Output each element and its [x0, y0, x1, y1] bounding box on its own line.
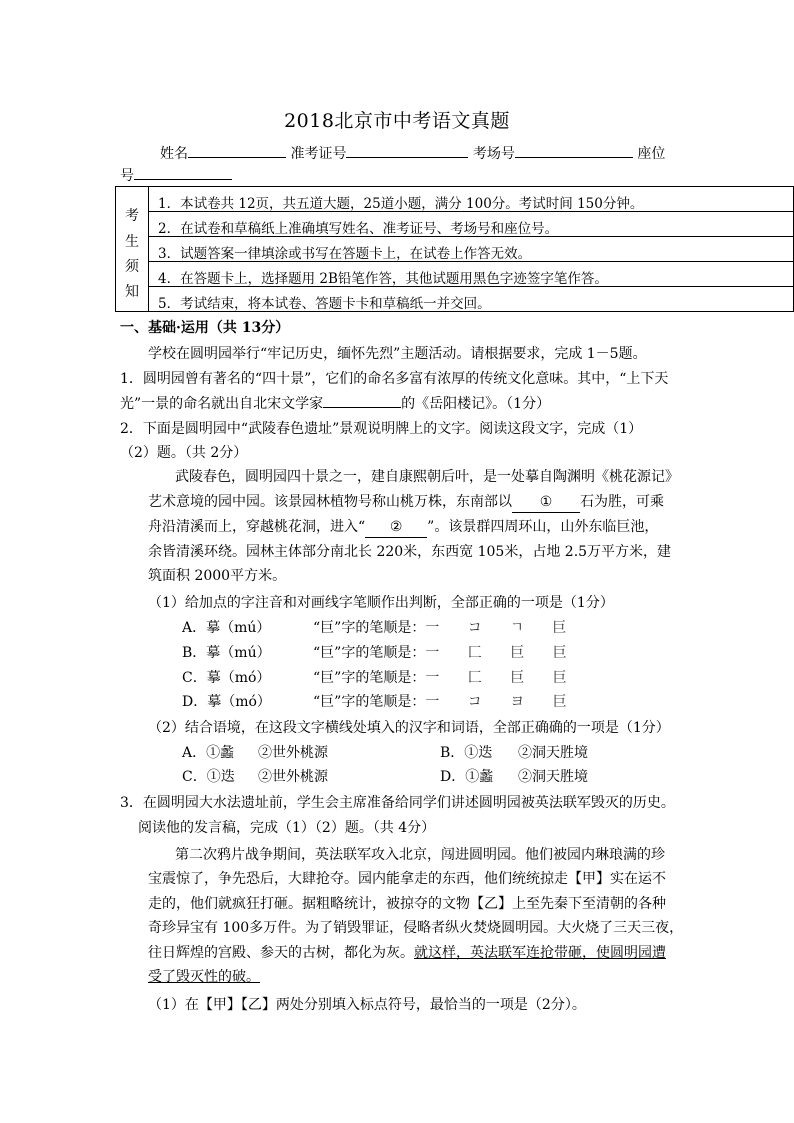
- q2-passage: 筑面积 2000平方米。: [148, 568, 287, 584]
- section-intro: 学校在圆明园举行“牢记历史，缅怀先烈”主题活动。请根据要求，完成 1－5题。: [148, 346, 647, 362]
- q2-sub2: （2）结合语境，在这段文字横线处填入的汉字和词语，全部正确确的一项是（1分）: [148, 720, 670, 736]
- q2-passage: 武陵春色，圆明园四十景之一，建自康熙朝后叶，是一处摹自陶渊明《桃花源记》: [175, 469, 679, 485]
- q3-line: 阅读他的发言稿，完成（1）（2）题。（共 4分）: [138, 820, 436, 836]
- q2-passage: [148, 492, 664, 513]
- option-stroke-text: “巨”字的笔顺是：: [313, 620, 426, 636]
- notice-item: 5．考试结束，将本试卷、答题卡卡和草稿纸一并交回。: [158, 296, 491, 312]
- notice-label-char: 生: [125, 234, 139, 250]
- q2-option-d2-word: ②洞天胜境: [518, 769, 588, 785]
- notice-item: 4．在答题卡上，选择题用 2B铅笔作答，其他试题用黑色字迹签字笔作答。: [158, 271, 608, 287]
- q2-option-c[interactable]: [182, 668, 270, 688]
- q2-option-c2-word: ②世外桃源: [258, 769, 328, 785]
- q2-passage-text: 石为胜，可乘: [580, 494, 664, 510]
- seat-line: [120, 165, 232, 186]
- q1-answer-blank[interactable]: [323, 393, 401, 408]
- q2-blank-2[interactable]: ②: [365, 517, 427, 538]
- q2-option-c-stroke: [313, 668, 579, 688]
- q3-passage: 第二次鸦片战争期间，英法联军攻入北京，闯进圆明园。他们被园内琳琅满的珍: [175, 847, 665, 863]
- q2-passage-text: 艺术意境的园中园。该景园林植物号称山桃万株，东南部以: [148, 494, 512, 510]
- notice-label-char: 须: [125, 259, 139, 275]
- q2-option-a[interactable]: [182, 618, 270, 638]
- q1-line: [120, 393, 550, 414]
- stroke-order-glyphs: 一 コ ㄱ 巨: [425, 620, 579, 636]
- q3-passage: [148, 943, 666, 963]
- q1-line: 1．圆明园曾有著名的“四十景”，它们的命名多富有浓厚的传统文化意味。其中，“上下天: [120, 371, 669, 387]
- q2-sub1: （1）给加点的字注音和对画线字笔顺作出判断，全部正确的一项是（1分）: [148, 595, 614, 611]
- notice-item: 1．本试卷共 12页，共五道大题，25道小题，满分 100分。考试时间 150分钟。: [158, 196, 644, 212]
- q3-underlined-sentence: 就这样，英法联军连抢带砸，使圆明园遭: [414, 945, 666, 961]
- room-label: 考场号: [472, 146, 515, 162]
- q2-option-d-stroke: [313, 692, 579, 712]
- q3-underlined-sentence: 受了毁灭性的破。: [148, 969, 260, 985]
- option-stroke-text: “巨”字的笔顺是：: [313, 670, 426, 686]
- stroke-order-glyphs: 一 匚 巨 巨: [425, 670, 579, 686]
- q2-option-d2[interactable]: D．①蠡: [440, 769, 494, 785]
- name-blank[interactable]: [188, 143, 286, 158]
- q2-passage: 余皆清溪环绕。园林主体部分南北长 220米，东西宽 105米，占地 2.5万平方米，建: [148, 544, 672, 560]
- notice-label: [116, 187, 149, 311]
- q3-sub1: （1）在【甲】【乙】两处分别填入标点符号，最恰当的一项是（2分）。: [148, 997, 586, 1013]
- notice-label-char: 考: [125, 208, 139, 224]
- name-label: 姓名: [160, 146, 188, 162]
- header-fields: [160, 143, 665, 164]
- q3-passage: 宝震惊了，争先恐后，大肆抢夺。园内能拿走的东西，他们统统掠走【甲】实在运不: [148, 871, 666, 887]
- option-label: C．摹（mó）: [182, 670, 271, 686]
- seat-blank[interactable]: [134, 165, 232, 180]
- exam-notice-box: [115, 186, 794, 312]
- q1-text: 的《岳阳楼记》。（1分）: [401, 396, 551, 412]
- q3-line: 3．在圆明园大水法遗址前，学生会主席准备给同学们讲述圆明园被英法联军毁灭的历史。: [120, 795, 675, 811]
- page-title: 2018北京市中考语文真题: [284, 110, 510, 132]
- stroke-order-glyphs: 一 匚 巨 巨: [425, 645, 579, 661]
- notice-item: 2．在试卷和草稿纸上准确填写姓名、准考证号、考场号和座位号。: [158, 221, 559, 237]
- q2-option-c2[interactable]: C．①迭: [182, 769, 235, 785]
- option-stroke-text: “巨”字的笔顺是：: [313, 645, 426, 661]
- q2-line: （2）题。（共 2分）: [120, 445, 248, 461]
- exam-id-blank[interactable]: [346, 143, 468, 158]
- q3-passage: 走的，他们就疯狂打砸。据粗略统计，被掠夺的文物【乙】上至先秦下至清朝的各种: [148, 896, 666, 912]
- option-label: D．摹（mó）: [182, 694, 271, 710]
- q2-option-b-stroke: [313, 643, 579, 663]
- q2-line: 2．下面是圆明园中“武陵春色遗址”景观说明牌上的文字。阅读这段文字，完成（1）: [120, 421, 643, 437]
- option-label: B．摹（mú）: [182, 645, 271, 661]
- q2-passage-text: 舟沿清溪而上，穿越桃花洞，进入“: [148, 519, 366, 535]
- q3-passage-text: 往日辉煌的宫殿、参天的古树，都化为灰。: [148, 945, 414, 961]
- notice-label-char: 知: [125, 284, 139, 300]
- q2-option-a2-word: ②世外桃源: [258, 745, 328, 761]
- q2-blank-1[interactable]: ①: [512, 492, 580, 513]
- q2-option-a-stroke: [313, 618, 578, 638]
- seat-label-suffix: 号: [120, 168, 134, 184]
- q2-option-d[interactable]: [182, 692, 271, 712]
- exam-id-label: 准考证号: [290, 146, 347, 162]
- q2-passage: [148, 517, 658, 538]
- seat-label: 座位: [637, 146, 666, 162]
- stroke-order-glyphs: 一 コ ヨ 巨: [425, 694, 579, 710]
- q2-option-b[interactable]: [182, 643, 271, 663]
- notice-item: 3．试题答案一律填涂或书写在答题卡上，在试卷上作答无效。: [158, 246, 532, 262]
- q2-passage-text: ”。该景群四周环山，山外东临巨池，: [427, 519, 659, 535]
- q1-text: 光”一景的命名就出自北宋文学家: [120, 396, 324, 412]
- room-blank[interactable]: [515, 143, 633, 158]
- q2-option-b2[interactable]: B．①迭: [440, 745, 493, 761]
- option-stroke-text: “巨”字的笔顺是：: [313, 694, 426, 710]
- q2-option-a2[interactable]: A．①蠡: [182, 745, 235, 761]
- option-label: A．摹（mú）: [182, 620, 271, 636]
- q3-passage: 奇珍异宝有 100多万件。为了销毁罪证，侵略者纵火焚烧圆明园。大火烧了三天三夜，: [148, 920, 684, 936]
- section-heading: 一、基础·运用（共 13分）: [120, 320, 290, 336]
- q2-option-b2-word: ②洞天胜境: [518, 745, 588, 761]
